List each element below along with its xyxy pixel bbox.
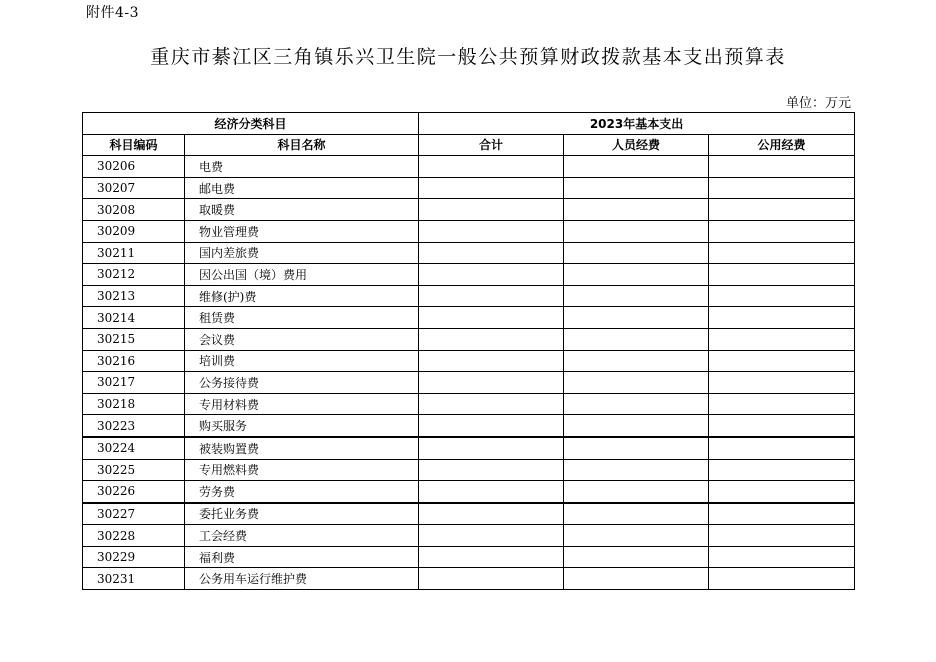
- table-row: [83, 328, 855, 350]
- table-row: [83, 525, 855, 547]
- row-code-cell: 30217: [83, 372, 185, 394]
- row-name-cell: 会议费: [185, 328, 419, 350]
- column-header-code: 科目编码: [83, 134, 185, 156]
- row-public-cell: [709, 285, 855, 307]
- row-total-cell: [419, 350, 564, 372]
- row-personnel-cell: [564, 415, 709, 437]
- row-public-cell: [709, 242, 855, 264]
- row-code-cell: 30223: [83, 415, 185, 437]
- row-total-cell: [419, 285, 564, 307]
- row-public-cell: [709, 393, 855, 415]
- row-personnel-cell: [564, 393, 709, 415]
- row-personnel-cell: [564, 264, 709, 286]
- row-name-cell: 工会经费: [185, 525, 419, 547]
- row-code-cell: 30225: [83, 459, 185, 481]
- row-name-cell: 劳务费: [185, 481, 419, 503]
- row-name-cell: 物业管理费: [185, 220, 419, 242]
- row-public-cell: [709, 177, 855, 199]
- row-code-cell: 30209: [83, 220, 185, 242]
- row-name-cell: 培训费: [185, 350, 419, 372]
- row-personnel-cell: [564, 459, 709, 481]
- row-name-cell: 被装购置费: [185, 437, 419, 459]
- row-personnel-cell: [564, 481, 709, 503]
- row-total-cell: [419, 525, 564, 547]
- table-column-header-row: [83, 134, 855, 156]
- row-public-cell: [709, 437, 855, 459]
- table-row: [83, 393, 855, 415]
- row-personnel-cell: [564, 220, 709, 242]
- row-total-cell: [419, 156, 564, 178]
- row-public-cell: [709, 156, 855, 178]
- row-total-cell: [419, 415, 564, 437]
- row-code-cell: 30228: [83, 525, 185, 547]
- row-public-cell: [709, 350, 855, 372]
- row-personnel-cell: [564, 177, 709, 199]
- table-row: [83, 177, 855, 199]
- row-personnel-cell: [564, 242, 709, 264]
- row-name-cell: 专用材料费: [185, 393, 419, 415]
- page-title: 重庆市綦江区三角镇乐兴卫生院一般公共预算财政拨款基本支出预算表: [150, 46, 786, 68]
- row-total-cell: [419, 393, 564, 415]
- row-name-cell: 公务接待费: [185, 372, 419, 394]
- row-public-cell: [709, 220, 855, 242]
- row-personnel-cell: [564, 372, 709, 394]
- row-public-cell: [709, 568, 855, 590]
- row-personnel-cell: [564, 350, 709, 372]
- row-code-cell: 30214: [83, 307, 185, 329]
- group-header-basic-expenditure: 2023年基本支出: [419, 113, 855, 135]
- row-code-cell: 30215: [83, 328, 185, 350]
- table-row: [83, 307, 855, 329]
- row-name-cell: 维修(护)费: [185, 285, 419, 307]
- row-personnel-cell: [564, 156, 709, 178]
- attachment-label: 附件4-3: [86, 5, 140, 21]
- table-row: [83, 415, 855, 437]
- column-header-name: 科目名称: [185, 134, 419, 156]
- row-public-cell: [709, 415, 855, 437]
- row-name-cell: 公务用车运行维护费: [185, 568, 419, 590]
- row-name-cell: 因公出国（境）费用: [185, 264, 419, 286]
- row-public-cell: [709, 525, 855, 547]
- group-header-economic-classification: 经济分类科目: [83, 113, 419, 135]
- row-total-cell: [419, 328, 564, 350]
- table-row: [83, 264, 855, 286]
- table-row: [83, 546, 855, 568]
- row-code-cell: 30208: [83, 199, 185, 221]
- row-public-cell: [709, 503, 855, 525]
- row-name-cell: 邮电费: [185, 177, 419, 199]
- row-total-cell: [419, 307, 564, 329]
- row-total-cell: [419, 437, 564, 459]
- unit-label: 单位：万元: [785, 96, 851, 111]
- row-code-cell: 30216: [83, 350, 185, 372]
- column-header-public: 公用经费: [709, 134, 855, 156]
- row-name-cell: 租赁费: [185, 307, 419, 329]
- column-header-personnel: 人员经费: [564, 134, 709, 156]
- row-total-cell: [419, 459, 564, 481]
- row-total-cell: [419, 264, 564, 286]
- table-row: [83, 437, 855, 459]
- row-public-cell: [709, 264, 855, 286]
- row-public-cell: [709, 459, 855, 481]
- table-row: [83, 285, 855, 307]
- row-code-cell: 30207: [83, 177, 185, 199]
- table-row: [83, 220, 855, 242]
- row-name-cell: 取暖费: [185, 199, 419, 221]
- table-row: [83, 568, 855, 590]
- row-code-cell: 30231: [83, 568, 185, 590]
- table-row: [83, 459, 855, 481]
- row-code-cell: 30211: [83, 242, 185, 264]
- row-code-cell: 30229: [83, 546, 185, 568]
- row-total-cell: [419, 242, 564, 264]
- row-personnel-cell: [564, 285, 709, 307]
- row-code-cell: 30226: [83, 481, 185, 503]
- row-total-cell: [419, 503, 564, 525]
- row-public-cell: [709, 199, 855, 221]
- row-personnel-cell: [564, 546, 709, 568]
- table-group-header-row: [83, 113, 855, 135]
- row-name-cell: 购买服务: [185, 415, 419, 437]
- row-total-cell: [419, 177, 564, 199]
- row-total-cell: [419, 199, 564, 221]
- row-total-cell: [419, 568, 564, 590]
- row-name-cell: 国内差旅费: [185, 242, 419, 264]
- table-row: [83, 199, 855, 221]
- table-row: [83, 156, 855, 178]
- row-name-cell: 专用燃料费: [185, 459, 419, 481]
- row-personnel-cell: [564, 503, 709, 525]
- row-code-cell: 30213: [83, 285, 185, 307]
- row-code-cell: 30224: [83, 437, 185, 459]
- column-header-total: 合计: [419, 134, 564, 156]
- budget-table: [82, 112, 855, 590]
- row-total-cell: [419, 481, 564, 503]
- row-public-cell: [709, 546, 855, 568]
- table-row: [83, 372, 855, 394]
- row-total-cell: [419, 546, 564, 568]
- row-code-cell: 30227: [83, 503, 185, 525]
- table-row: [83, 350, 855, 372]
- table-row: [83, 242, 855, 264]
- row-code-cell: 30206: [83, 156, 185, 178]
- row-total-cell: [419, 372, 564, 394]
- row-personnel-cell: [564, 328, 709, 350]
- row-public-cell: [709, 372, 855, 394]
- row-name-cell: 委托业务费: [185, 503, 419, 525]
- row-public-cell: [709, 481, 855, 503]
- row-personnel-cell: [564, 307, 709, 329]
- table-row: [83, 503, 855, 525]
- row-code-cell: 30218: [83, 393, 185, 415]
- row-personnel-cell: [564, 525, 709, 547]
- row-personnel-cell: [564, 568, 709, 590]
- row-total-cell: [419, 220, 564, 242]
- row-name-cell: 电费: [185, 156, 419, 178]
- row-public-cell: [709, 328, 855, 350]
- row-personnel-cell: [564, 199, 709, 221]
- row-personnel-cell: [564, 437, 709, 459]
- table-row: [83, 481, 855, 503]
- row-code-cell: 30212: [83, 264, 185, 286]
- row-public-cell: [709, 307, 855, 329]
- row-name-cell: 福利费: [185, 546, 419, 568]
